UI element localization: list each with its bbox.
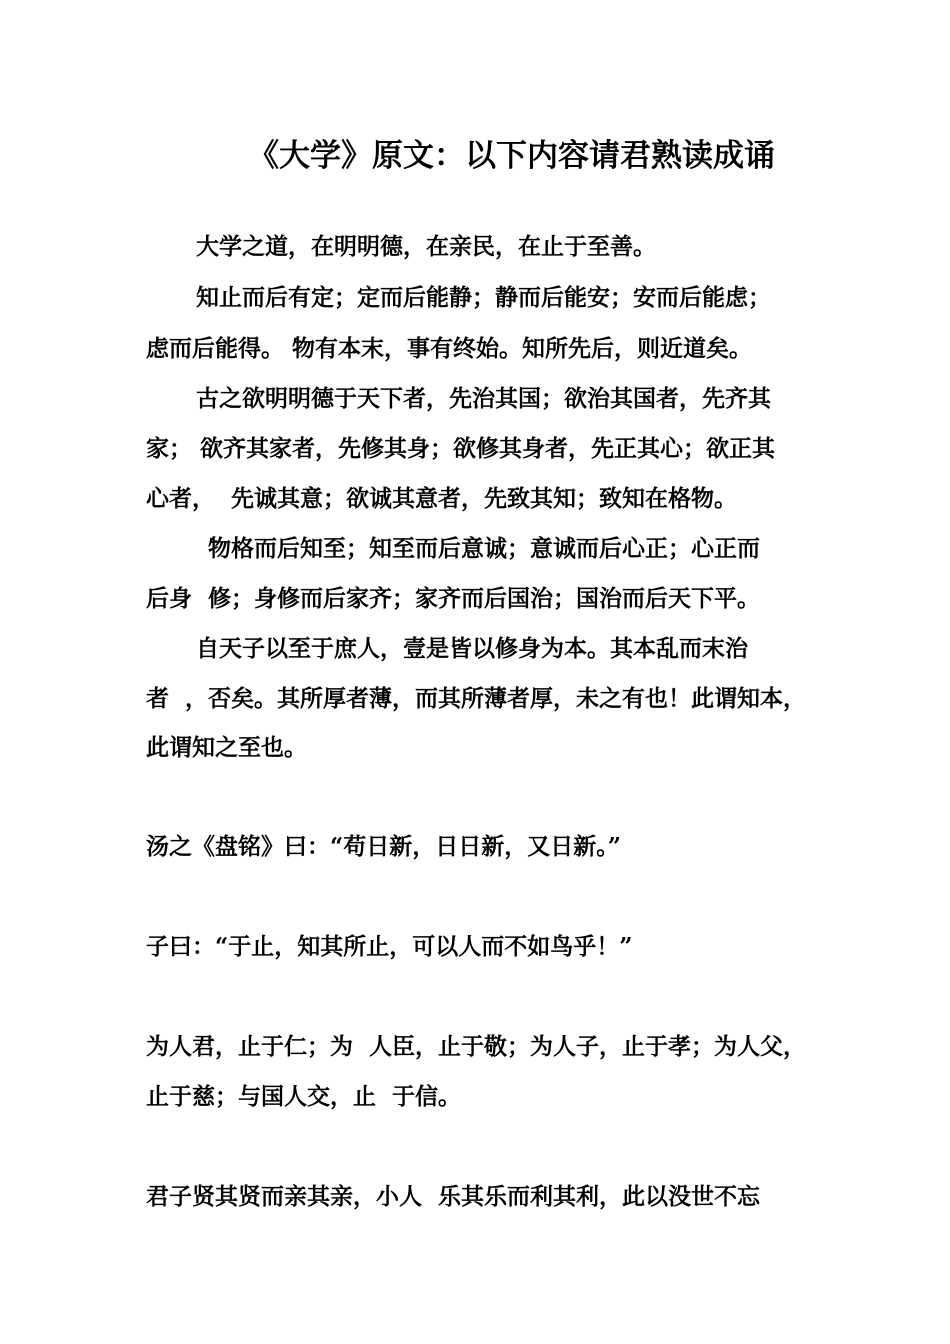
text-line: 物格而后知至；知至而后意诚；意诚而后心正；心正而 [208,535,760,562]
text-line: 为人君，止于仁；为 人臣，止于敬；为人子，止于孝；为人父， [146,1033,807,1060]
text-line: 知止而后有定；定而后能静；静而后能安；安而后能虑； [196,284,771,311]
document-title: 《大学》原文：以下内容请君熟读成诵 [248,138,775,174]
text-line: 自天子以至于庶人，壹是皆以修身为本。其本乱而末治 [196,635,748,662]
text-line: 古之欲明明德于天下者，先治其国；欲治其国者，先齐其 [196,385,771,412]
text-line: 后身 修；身修而后家齐；家齐而后国治；国治而后天下平。 [146,585,761,612]
text-line: 心者， 先诚其意；欲诚其意者，先致其知；致知在格物。 [146,485,738,512]
text-line: 虑而后能得。 物有本末，事有终始。知所先后，则近道矣。 [146,335,753,362]
text-line: 君子贤其贤而亲其亲，小人 乐其乐而利其利，此以没世不忘 [146,1183,761,1210]
text-line: 大学之道，在明明德，在亲民，在止于至善。 [196,233,656,260]
text-line: 家； 欲齐其家者，先修其身；欲修其身者，先正其心；欲正其 [146,435,776,462]
text-line: 止于慈；与国人交，止 于信。 [146,1083,462,1110]
text-line: 汤之《盘铭》曰：“苟日新，日日新，又日新。” [146,833,621,860]
text-line: 者 ，否矣。其所厚者薄，而其所薄者厚，未之有也！此谓知本， [146,685,807,712]
text-line: 此谓知之至也。 [146,734,307,761]
text-line: 子曰：“于止，知其所止，可以人而不如鸟乎！” [146,933,633,960]
